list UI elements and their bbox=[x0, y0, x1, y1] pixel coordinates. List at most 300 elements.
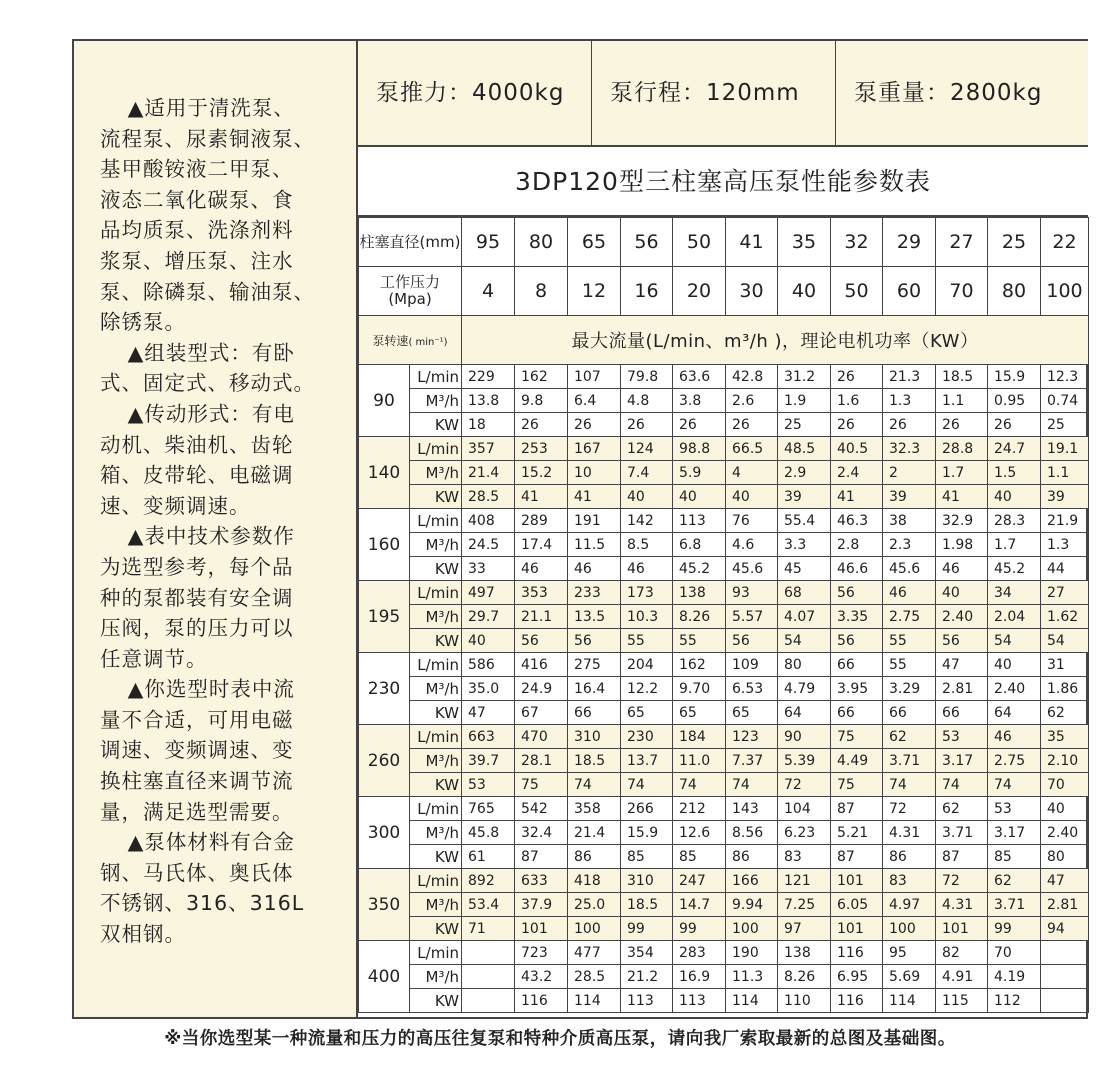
value-cell: 3.35 bbox=[831, 605, 883, 629]
unit-cell: L/min bbox=[410, 653, 462, 677]
table-row bbox=[359, 605, 1089, 629]
pressure-cell: 100 bbox=[1041, 267, 1089, 316]
value-cell: 2.04 bbox=[988, 605, 1041, 629]
value-cell: 18.5 bbox=[568, 749, 621, 773]
value-cell: 61 bbox=[462, 845, 515, 869]
value-cell: 114 bbox=[883, 989, 936, 1013]
value-cell: 56 bbox=[568, 629, 621, 653]
value-cell: 21.3 bbox=[883, 365, 936, 389]
value-cell: 116 bbox=[831, 941, 883, 965]
value-cell: 21.4 bbox=[568, 821, 621, 845]
value-cell: 40 bbox=[988, 653, 1041, 677]
value-cell: 32.9 bbox=[936, 509, 988, 533]
value-cell: 6.23 bbox=[778, 821, 831, 845]
description-line: 动机、柴油机、齿轮 bbox=[100, 432, 294, 457]
diameter-cell: 32 bbox=[831, 218, 883, 267]
value-cell: 86 bbox=[726, 845, 778, 869]
value-cell: 47 bbox=[462, 701, 515, 725]
value-cell: 101 bbox=[936, 917, 988, 941]
value-cell: 70 bbox=[988, 941, 1041, 965]
value-cell: 2.4 bbox=[831, 461, 883, 485]
value-cell: 55 bbox=[673, 629, 726, 653]
table-row bbox=[359, 701, 1089, 725]
value-cell: 11.0 bbox=[673, 749, 726, 773]
value-cell: 80 bbox=[778, 653, 831, 677]
value-cell: 1.1 bbox=[1041, 461, 1089, 485]
table-row bbox=[359, 653, 1089, 677]
value-cell: 87 bbox=[831, 797, 883, 821]
value-cell: 1.98 bbox=[936, 533, 988, 557]
value-cell: 62 bbox=[1041, 701, 1089, 725]
value-cell: 80 bbox=[1041, 845, 1089, 869]
speed-cell: 195 bbox=[359, 581, 410, 653]
value-cell: 2.10 bbox=[1041, 749, 1089, 773]
diameter-label: 柱塞直径(mm) bbox=[359, 218, 462, 267]
value-cell: 74 bbox=[568, 773, 621, 797]
table-row bbox=[359, 677, 1089, 701]
value-cell: 45.2 bbox=[673, 557, 726, 581]
diameter-cell: 27 bbox=[936, 218, 988, 267]
value-cell: 2.40 bbox=[988, 677, 1041, 701]
value-cell: 100 bbox=[726, 917, 778, 941]
value-cell: 26 bbox=[883, 413, 936, 437]
value-cell: 83 bbox=[778, 845, 831, 869]
value-cell: 18.5 bbox=[621, 893, 673, 917]
unit-cell: M³/h bbox=[410, 533, 462, 557]
value-cell: 54 bbox=[778, 629, 831, 653]
value-cell: 75 bbox=[831, 725, 883, 749]
value-cell: 21.4 bbox=[462, 461, 515, 485]
value-cell: 26 bbox=[726, 413, 778, 437]
value-cell: 2.75 bbox=[883, 605, 936, 629]
value-cell: 40.5 bbox=[831, 437, 883, 461]
value-cell: 113 bbox=[621, 989, 673, 1013]
value-cell: 107 bbox=[568, 365, 621, 389]
value-cell: 85 bbox=[673, 845, 726, 869]
value-cell: 663 bbox=[462, 725, 515, 749]
value-cell: 100 bbox=[568, 917, 621, 941]
speed-label bbox=[359, 316, 462, 365]
table-row bbox=[359, 773, 1089, 797]
unit-cell: L/min bbox=[410, 869, 462, 893]
value-cell: 408 bbox=[462, 509, 515, 533]
value-cell: 66 bbox=[936, 701, 988, 725]
value-cell: 94 bbox=[1041, 917, 1089, 941]
value-cell: 266 bbox=[621, 797, 673, 821]
value-cell: 64 bbox=[988, 701, 1041, 725]
value-cell: 53 bbox=[988, 797, 1041, 821]
value-cell: 97 bbox=[778, 917, 831, 941]
value-cell: 289 bbox=[515, 509, 568, 533]
value-cell: 2.81 bbox=[936, 677, 988, 701]
unit-cell: L/min bbox=[410, 509, 462, 533]
value-cell: 109 bbox=[726, 653, 778, 677]
value-cell: 15.9 bbox=[988, 365, 1041, 389]
value-cell: 82 bbox=[936, 941, 988, 965]
value-cell: 26 bbox=[831, 365, 883, 389]
value-cell: 9.8 bbox=[515, 389, 568, 413]
value-cell: 25 bbox=[1041, 413, 1089, 437]
unit-cell: M³/h bbox=[410, 821, 462, 845]
value-cell: 283 bbox=[673, 941, 726, 965]
table-row bbox=[359, 557, 1089, 581]
value-cell: 53.4 bbox=[462, 893, 515, 917]
value-cell: 33 bbox=[462, 557, 515, 581]
value-cell: 40 bbox=[726, 485, 778, 509]
value-cell: 204 bbox=[621, 653, 673, 677]
value-cell: 2.6 bbox=[726, 389, 778, 413]
value-cell: 62 bbox=[988, 869, 1041, 893]
value-cell: 29.7 bbox=[462, 605, 515, 629]
value-cell: 24.7 bbox=[988, 437, 1041, 461]
value-cell: 74 bbox=[673, 773, 726, 797]
value-cell: 26 bbox=[568, 413, 621, 437]
value-cell: 275 bbox=[568, 653, 621, 677]
value-cell: 43.2 bbox=[515, 965, 568, 989]
value-cell: 40 bbox=[673, 485, 726, 509]
value-cell: 1.5 bbox=[988, 461, 1041, 485]
value-cell: 27 bbox=[1041, 581, 1089, 605]
value-cell: 101 bbox=[831, 869, 883, 893]
value-cell: 56 bbox=[515, 629, 568, 653]
table-row bbox=[359, 845, 1089, 869]
value-cell: 74 bbox=[988, 773, 1041, 797]
table-row bbox=[359, 725, 1089, 749]
value-cell: 12.3 bbox=[1041, 365, 1089, 389]
speed-cell: 350 bbox=[359, 869, 410, 941]
unit-cell: M³/h bbox=[410, 605, 462, 629]
description-line: 除锈泵。 bbox=[100, 310, 186, 335]
diameter-cell: 29 bbox=[883, 218, 936, 267]
value-cell: 115 bbox=[936, 989, 988, 1013]
value-cell: 4.79 bbox=[778, 677, 831, 701]
value-cell: 66 bbox=[883, 701, 936, 725]
value-cell: 55 bbox=[883, 653, 936, 677]
value-cell: 4.91 bbox=[936, 965, 988, 989]
pump-stroke: 泵行程：120mm bbox=[592, 41, 836, 145]
value-cell: 21.1 bbox=[515, 605, 568, 629]
value-cell: 162 bbox=[515, 365, 568, 389]
value-cell: 37.9 bbox=[515, 893, 568, 917]
value-cell: 28.5 bbox=[568, 965, 621, 989]
value-cell: 25 bbox=[778, 413, 831, 437]
diameter-cell: 80 bbox=[515, 218, 568, 267]
value-cell: 2.3 bbox=[883, 533, 936, 557]
performance-table bbox=[358, 217, 1089, 1013]
value-cell: 2.40 bbox=[1041, 821, 1089, 845]
value-cell: 3.71 bbox=[988, 893, 1041, 917]
value-cell: 38 bbox=[883, 509, 936, 533]
value-cell: 85 bbox=[621, 845, 673, 869]
value-cell: 47 bbox=[936, 653, 988, 677]
value-cell: 99 bbox=[673, 917, 726, 941]
value-cell: 5.9 bbox=[673, 461, 726, 485]
value-cell: 723 bbox=[515, 941, 568, 965]
value-cell: 34 bbox=[988, 581, 1041, 605]
value-cell: 13.5 bbox=[568, 605, 621, 629]
value-cell: 21.2 bbox=[621, 965, 673, 989]
value-cell: 4.6 bbox=[726, 533, 778, 557]
value-cell: 66.5 bbox=[726, 437, 778, 461]
table-row bbox=[359, 629, 1089, 653]
value-cell: 14.7 bbox=[673, 893, 726, 917]
value-cell: 45.6 bbox=[883, 557, 936, 581]
value-cell: 26 bbox=[831, 413, 883, 437]
value-cell: 124 bbox=[621, 437, 673, 461]
description-line: 浆泵、增压泵、注水 bbox=[100, 248, 294, 273]
pressure-cell: 12 bbox=[568, 267, 621, 316]
value-cell: 191 bbox=[568, 509, 621, 533]
value-cell: 54 bbox=[1041, 629, 1089, 653]
description-line: 为选型参考，每个品 bbox=[100, 554, 294, 579]
unit-cell: KW bbox=[410, 629, 462, 653]
value-cell: 42.8 bbox=[726, 365, 778, 389]
value-cell: 74 bbox=[726, 773, 778, 797]
table-row bbox=[359, 893, 1089, 917]
value-cell: 138 bbox=[778, 941, 831, 965]
value-cell: 116 bbox=[515, 989, 568, 1013]
value-cell: 5.69 bbox=[883, 965, 936, 989]
description-line: ▲组装型式：有卧 bbox=[127, 340, 295, 365]
diameter-cell: 41 bbox=[726, 218, 778, 267]
description-line: 流程泵、尿素铜液泵、 bbox=[100, 126, 315, 151]
unit-cell: L/min bbox=[410, 941, 462, 965]
description-panel bbox=[74, 41, 358, 1017]
value-cell: 8.26 bbox=[673, 605, 726, 629]
value-cell: 65 bbox=[726, 701, 778, 725]
description-line: 液态二氧化碳泵、食 bbox=[100, 187, 294, 212]
value-cell: 65 bbox=[621, 701, 673, 725]
value-cell: 53 bbox=[462, 773, 515, 797]
value-cell: 6.53 bbox=[726, 677, 778, 701]
value-cell: 71 bbox=[462, 917, 515, 941]
value-cell: 4.07 bbox=[778, 605, 831, 629]
table-row bbox=[359, 509, 1089, 533]
value-cell: 87 bbox=[515, 845, 568, 869]
value-cell: 62 bbox=[883, 725, 936, 749]
value-cell: 121 bbox=[778, 869, 831, 893]
value-cell: 358 bbox=[568, 797, 621, 821]
table-row bbox=[359, 797, 1089, 821]
description-line: ▲表中技术参数作 bbox=[127, 524, 295, 549]
value-cell: 12.2 bbox=[621, 677, 673, 701]
pressure-cell: 50 bbox=[831, 267, 883, 316]
value-cell: 2.75 bbox=[988, 749, 1041, 773]
unit-cell: M³/h bbox=[410, 677, 462, 701]
value-cell: 142 bbox=[621, 509, 673, 533]
value-cell: 253 bbox=[515, 437, 568, 461]
value-cell: 40 bbox=[988, 485, 1041, 509]
value-cell: 75 bbox=[515, 773, 568, 797]
unit-cell: L/min bbox=[410, 725, 462, 749]
description-line: 品均质泵、洗涤剂料 bbox=[100, 218, 294, 243]
value-cell: 247 bbox=[673, 869, 726, 893]
pressure-cell: 80 bbox=[988, 267, 1041, 316]
value-cell bbox=[1041, 989, 1089, 1013]
description-line: 调速、变频调速、变 bbox=[100, 738, 294, 763]
description-line: ▲泵体材料有合金 bbox=[127, 830, 295, 855]
value-cell: 98.8 bbox=[673, 437, 726, 461]
table-row bbox=[359, 821, 1089, 845]
value-cell: 353 bbox=[515, 581, 568, 605]
value-cell: 66 bbox=[831, 653, 883, 677]
value-cell: 46 bbox=[988, 725, 1041, 749]
value-cell: 99 bbox=[621, 917, 673, 941]
value-cell: 17.4 bbox=[515, 533, 568, 557]
value-cell: 47 bbox=[1041, 869, 1089, 893]
value-cell: 4 bbox=[726, 461, 778, 485]
value-cell: 1.9 bbox=[778, 389, 831, 413]
unit-cell: KW bbox=[410, 989, 462, 1013]
value-cell: 586 bbox=[462, 653, 515, 677]
table-row bbox=[359, 965, 1089, 989]
value-cell: 116 bbox=[831, 989, 883, 1013]
value-cell: 76 bbox=[726, 509, 778, 533]
value-cell: 44 bbox=[1041, 557, 1089, 581]
value-cell: 45.6 bbox=[726, 557, 778, 581]
unit-cell: M³/h bbox=[410, 389, 462, 413]
value-cell: 2.40 bbox=[936, 605, 988, 629]
value-cell: 40 bbox=[462, 629, 515, 653]
value-cell: 18 bbox=[462, 413, 515, 437]
description-line: 换柱塞直径来调节流 bbox=[100, 769, 294, 794]
table-row bbox=[359, 461, 1089, 485]
speed-cell: 400 bbox=[359, 941, 410, 1013]
value-cell: 74 bbox=[883, 773, 936, 797]
unit-cell: M³/h bbox=[410, 461, 462, 485]
value-cell: 477 bbox=[568, 941, 621, 965]
value-cell: 2.81 bbox=[1041, 893, 1089, 917]
value-cell: 54 bbox=[988, 629, 1041, 653]
value-cell: 2.8 bbox=[831, 533, 883, 557]
value-cell: 45 bbox=[778, 557, 831, 581]
value-cell: 114 bbox=[568, 989, 621, 1013]
value-cell: 101 bbox=[515, 917, 568, 941]
diameter-cell: 35 bbox=[778, 218, 831, 267]
value-cell: 31 bbox=[1041, 653, 1089, 677]
value-cell: 138 bbox=[673, 581, 726, 605]
value-cell: 13.8 bbox=[462, 389, 515, 413]
speed-label-text: 泵转速 bbox=[372, 333, 409, 348]
pressure-cell: 4 bbox=[462, 267, 515, 316]
value-cell: 101 bbox=[831, 917, 883, 941]
value-cell: 8.26 bbox=[778, 965, 831, 989]
description-line: ▲适用于清洗泵、 bbox=[127, 96, 295, 120]
pressure-cell: 30 bbox=[726, 267, 778, 316]
value-cell: 40 bbox=[1041, 797, 1089, 821]
value-cell: 83 bbox=[883, 869, 936, 893]
value-cell: 74 bbox=[621, 773, 673, 797]
table-row bbox=[359, 533, 1089, 557]
table-row bbox=[359, 749, 1089, 773]
value-cell: 87 bbox=[936, 845, 988, 869]
value-cell bbox=[462, 989, 515, 1013]
table-row bbox=[359, 485, 1089, 509]
diameter-cell: 25 bbox=[988, 218, 1041, 267]
value-cell: 3.71 bbox=[883, 749, 936, 773]
description-line: 任意调节。 bbox=[100, 646, 208, 671]
spec-sheet bbox=[72, 39, 1088, 1019]
value-cell: 354 bbox=[621, 941, 673, 965]
spec-panel bbox=[358, 41, 1088, 1017]
value-cell: 5.39 bbox=[778, 749, 831, 773]
unit-cell: KW bbox=[410, 845, 462, 869]
value-cell: 1.86 bbox=[1041, 677, 1089, 701]
pump-weight: 泵重量：2800kg bbox=[836, 41, 1088, 145]
value-cell: 112 bbox=[988, 989, 1041, 1013]
value-cell: 39 bbox=[883, 485, 936, 509]
unit-cell: M³/h bbox=[410, 965, 462, 989]
value-cell: 167 bbox=[568, 437, 621, 461]
table-row bbox=[359, 389, 1089, 413]
description-line: 量，满足选型需要。 bbox=[100, 799, 294, 824]
value-cell: 31.2 bbox=[778, 365, 831, 389]
value-cell bbox=[462, 941, 515, 965]
value-cell: 28.8 bbox=[936, 437, 988, 461]
pressure-cell: 8 bbox=[515, 267, 568, 316]
value-cell: 310 bbox=[568, 725, 621, 749]
value-cell: 3.8 bbox=[673, 389, 726, 413]
value-cell: 233 bbox=[568, 581, 621, 605]
value-cell: 100 bbox=[883, 917, 936, 941]
value-cell: 15.9 bbox=[621, 821, 673, 845]
value-cell: 11.3 bbox=[726, 965, 778, 989]
value-cell: 1.7 bbox=[988, 533, 1041, 557]
value-cell: 46.6 bbox=[831, 557, 883, 581]
value-cell: 24.5 bbox=[462, 533, 515, 557]
value-cell: 74 bbox=[936, 773, 988, 797]
value-cell: 4.31 bbox=[883, 821, 936, 845]
unit-cell: KW bbox=[410, 701, 462, 725]
description-line: 双相钢。 bbox=[100, 922, 186, 947]
value-cell: 497 bbox=[462, 581, 515, 605]
value-cell: 184 bbox=[673, 725, 726, 749]
unit-cell: L/min bbox=[410, 365, 462, 389]
value-cell: 28.1 bbox=[515, 749, 568, 773]
table-row bbox=[359, 869, 1089, 893]
description-line: 式、固定式、移动式。 bbox=[100, 371, 315, 396]
value-cell: 41 bbox=[831, 485, 883, 509]
table-row bbox=[359, 917, 1089, 941]
value-cell: 13.7 bbox=[621, 749, 673, 773]
value-cell: 72 bbox=[936, 869, 988, 893]
speed-cell: 160 bbox=[359, 509, 410, 581]
value-cell: 26 bbox=[621, 413, 673, 437]
value-cell: 8.56 bbox=[726, 821, 778, 845]
value-cell: 45.8 bbox=[462, 821, 515, 845]
value-cell: 24.9 bbox=[515, 677, 568, 701]
value-cell: 41 bbox=[936, 485, 988, 509]
value-cell: 64 bbox=[778, 701, 831, 725]
diameter-cell: 22 bbox=[1041, 218, 1089, 267]
value-cell: 40 bbox=[936, 581, 988, 605]
value-cell: 110 bbox=[778, 989, 831, 1013]
value-cell: 46 bbox=[568, 557, 621, 581]
value-cell: 113 bbox=[673, 989, 726, 1013]
value-cell: 0.95 bbox=[988, 389, 1041, 413]
value-cell: 104 bbox=[778, 797, 831, 821]
value-cell: 46 bbox=[515, 557, 568, 581]
value-cell: 190 bbox=[726, 941, 778, 965]
unit-cell: L/min bbox=[410, 437, 462, 461]
speed-cell: 140 bbox=[359, 437, 410, 509]
value-cell: 28.5 bbox=[462, 485, 515, 509]
value-cell: 162 bbox=[673, 653, 726, 677]
value-cell: 41 bbox=[568, 485, 621, 509]
value-cell: 72 bbox=[778, 773, 831, 797]
unit-cell: KW bbox=[410, 773, 462, 797]
value-cell: 3.71 bbox=[936, 821, 988, 845]
